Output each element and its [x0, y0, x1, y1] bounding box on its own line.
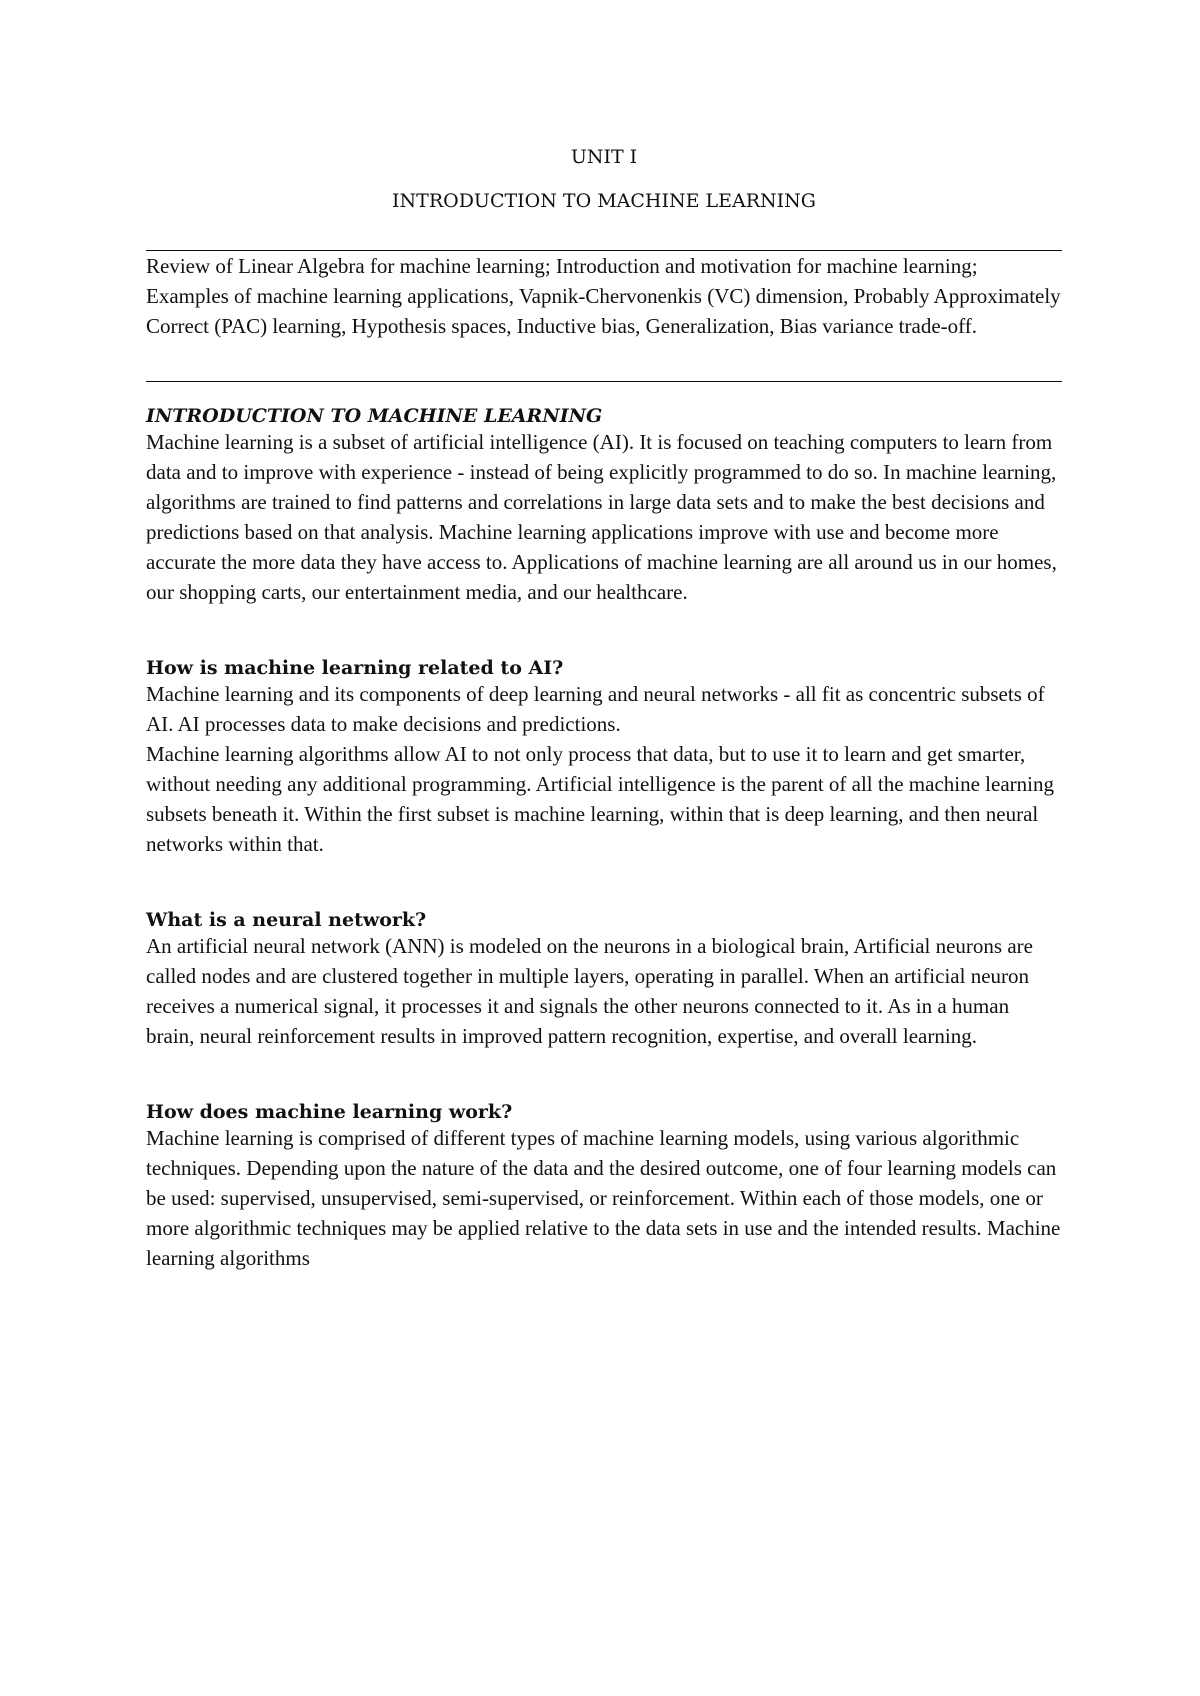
section-heading-intro: INTRODUCTION TO MACHINE LEARNING: [146, 405, 603, 427]
unit-label: UNIT I: [570, 146, 638, 168]
section-heading-how-ml-works: How does machine learning work?: [146, 1101, 513, 1123]
ai-paragraph-2: Machine learning algorithms allow AI to not only process that data, but to use it to learn and get smarter, without needing any additional programming. Artificial intelligence is the parent of all the machine learning subsets beneath it. Within the first subset is machine learning, within that is deep learning, and then neural networks within that.: [146, 742, 1054, 856]
ai-paragraph-1: Machine learning and its components of deep learning and neural networks - all fit as concentric subsets of AI. AI processes data to make decisions and predictions.: [146, 682, 1045, 736]
divider-bottom: [146, 381, 1062, 382]
syllabus-paragraph: Review of Linear Algebra for machine learning; Introduction and motivation for machine learning; Examples of machine learning applications, Vapnik-Chervonenkis (VC) dimension, Probably Approximately Correct (PAC) learning, Hypothesis spaces, Inductive bias, Generalization, Bias variance trade-off.: [146, 254, 1061, 338]
section-heading-ai: How is machine learning related to AI?: [146, 657, 564, 679]
document-page: [146, 146, 1062, 1273]
neural-network-paragraph: An artificial neural network (ANN) is modeled on the neurons in a biological brain, Artificial neurons are called nodes and are clustered together in multiple layers, operating in parallel. When an artificial neuron receives a numerical signal, it processes it and signals the other neurons connected to it. As in a human brain, neural reinforcement results in improved pattern recognition, expertise, and overall learning.: [146, 934, 1033, 1048]
how-ml-works-paragraph: Machine learning is comprised of different types of machine learning models, using various algorithmic techniques. Depending upon the nature of the data and the desired outcome, one of four learning models can be used: supervised, unsupervised, semi-supervised, or reinforcement. Within each of those models, one or more algorithmic techniques may be applied relative to the data sets in use and the intended results. Machine learning algorithms: [146, 1126, 1061, 1270]
document-title: INTRODUCTION TO MACHINE LEARNING: [392, 190, 816, 212]
section-heading-neural-network: What is a neural network?: [146, 909, 427, 931]
intro-paragraph: Machine learning is a subset of artificial intelligence (AI). It is focused on teaching computers to learn from data and to improve with experience - instead of being explicitly programmed to do so. In machine learning, algorithms are trained to find patterns and correlations in large data sets and to make the best decisions and predictions based on that analysis. Machine learning applications improve with use and become more accurate the more data they have access to. Applications of machine learning are all around us in our homes, our shopping carts, our entertainment media, and our healthcare.: [146, 430, 1057, 604]
